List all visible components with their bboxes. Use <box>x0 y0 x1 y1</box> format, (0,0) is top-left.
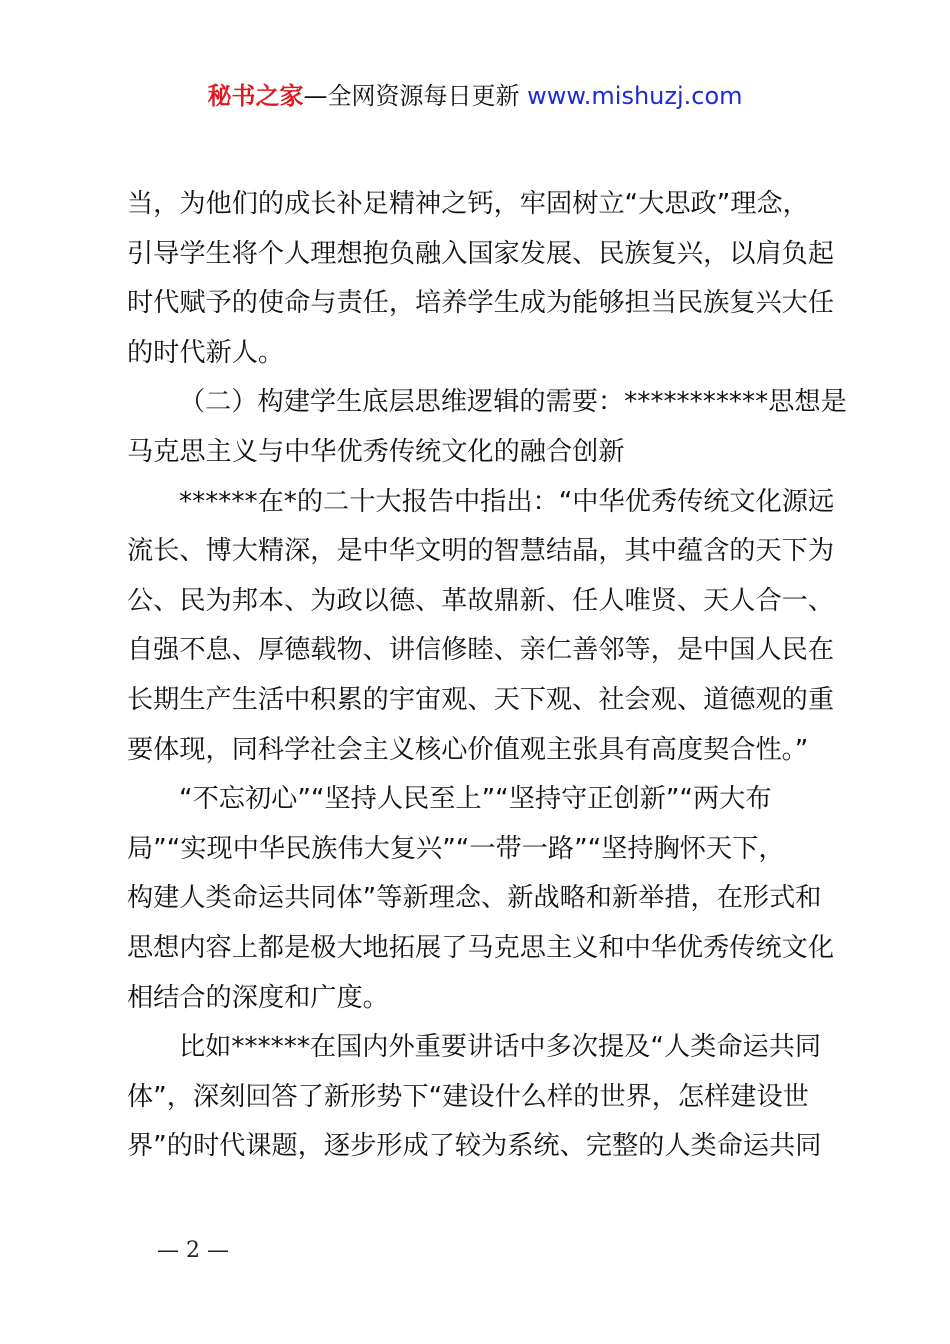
site-brand: 秘书之家 <box>207 82 304 110</box>
page-number: — 2 — <box>157 1238 229 1263</box>
text-line: 公、民为邦本、为政以德、革故鼎新、任人唯贤、天人合一、 <box>127 585 835 616</box>
text-line: 体”，深刻回答了新形势下“建设什么样的世界，怎样建设世 <box>127 1081 809 1112</box>
site-url[interactable]: www.mishuzj.com <box>527 82 743 110</box>
site-header <box>0 78 950 114</box>
text-line: 界”的时代课题，逐步形成了较为系统、完整的人类命运共同 <box>127 1131 822 1162</box>
text-line: 时代赋予的使命与责任，培养学生成为能够担当民族复兴大任 <box>127 288 835 319</box>
text-line: 局”“实现中华民族伟大复兴”“一带一路”“坚持胸怀天下， <box>127 833 785 864</box>
text-line: ******在*的二十大报告中指出：“中华优秀传统文化源远 <box>179 486 835 517</box>
document-body <box>127 180 847 1172</box>
site-tagline: —全网资源每日更新 <box>303 82 520 110</box>
text-line: 马克思主义与中华优秀传统文化的融合创新 <box>127 436 625 467</box>
text-line: 构建人类命运共同体”等新理念、新战略和新举措，在形式和 <box>127 883 822 914</box>
text-line: （二）构建学生底层思维逻辑的需要：***********思想是 <box>179 387 847 418</box>
text-line: “不忘初心”“坚持人民至上”“坚持守正创新”“两大布 <box>179 784 772 815</box>
text-line: 自强不息、厚德载物、讲信修睦、亲仁善邻等，是中国人民在 <box>127 635 835 666</box>
text-line: 的时代新人。 <box>127 337 285 368</box>
text-line: 当，为他们的成长补足精神之钙，牢固树立“大思政”理念， <box>127 189 809 219</box>
text-line: 相结合的深度和广度。 <box>127 982 389 1013</box>
text-line: 要体现，同科学社会主义核心价值观主张具有高度契合性。” <box>127 734 809 765</box>
text-line: 长期生产生活中积累的宇宙观、天下观、社会观、道德观的重 <box>127 684 835 715</box>
text-line: 思想内容上都是极大地拓展了马克思主义和中华优秀传统文化 <box>127 932 835 963</box>
text-line: 流长、博大精深，是中华文明的智慧结晶，其中蕴含的天下为 <box>127 536 835 567</box>
text-line: 比如******在国内外重要讲话中多次提及“人类命运共同 <box>179 1032 822 1063</box>
text-line: 引导学生将个人理想抱负融入国家发展、民族复兴，以肩负起 <box>127 238 835 269</box>
